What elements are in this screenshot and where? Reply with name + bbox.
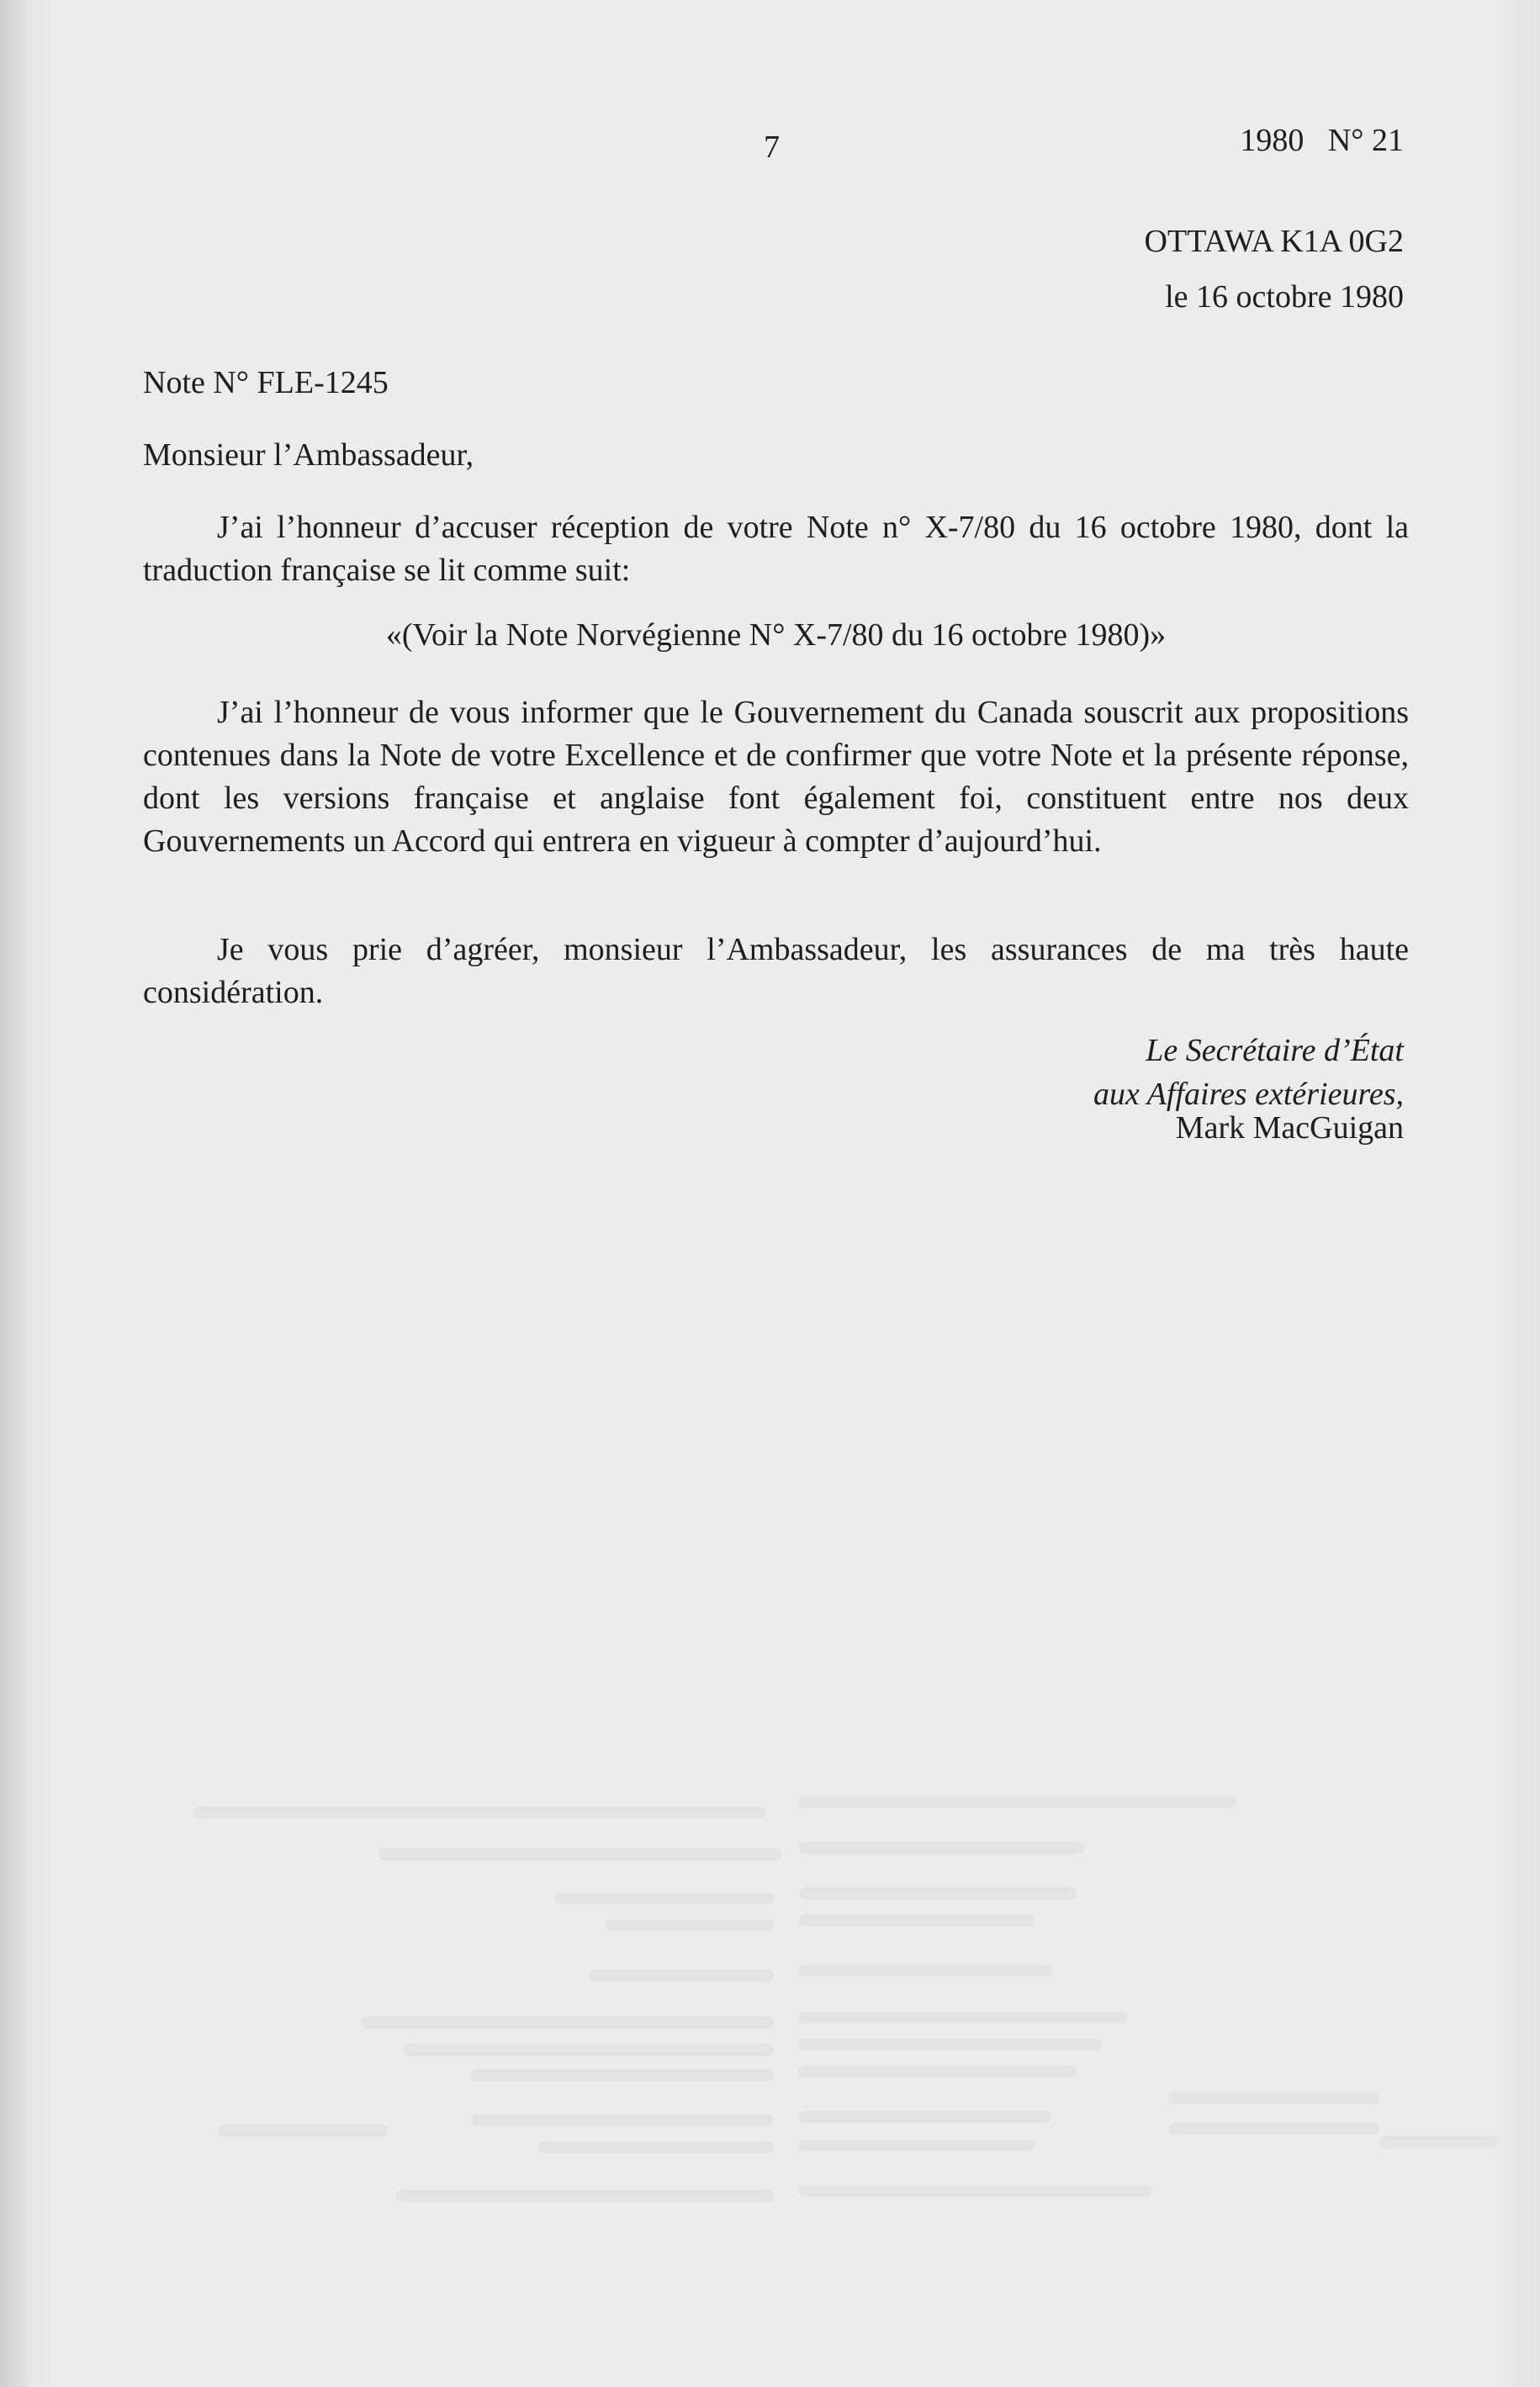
signature-title-line-1: Le Secrétaire d’État xyxy=(1146,1033,1404,1068)
page-binding-shadow xyxy=(0,0,29,2387)
quoted-note: «(Voir la Note Norvégienne N° X-7/80 du 16 octobre 1980)» xyxy=(385,617,1167,653)
signature-name: Mark MacGuigan xyxy=(1175,1110,1404,1146)
address-date: le 16 octobre 1980 xyxy=(1165,279,1404,315)
note-reference: Note N° FLE-1245 xyxy=(143,365,389,400)
address-city: OTTAWA K1A 0G2 xyxy=(1144,224,1404,259)
page-number: 7 xyxy=(764,130,780,165)
body-paragraph-1: J’ai l’honneur d’accuser réception de votre Note n° X-7/80 du 16 octobre 1980, dont la traduction française se lit comme suit: xyxy=(143,510,1409,588)
salutation: Monsieur l’Ambassadeur, xyxy=(143,437,474,473)
treaty-year-number: 1980 N° 21 xyxy=(1240,123,1404,158)
body-paragraph-3: Je vous prie d’agréer, monsieur l’Ambassadeur, les assurances de ma très haute considération. xyxy=(143,932,1409,1010)
signature-title-line-2: aux Affaires extérieures, xyxy=(1093,1077,1404,1112)
body-paragraph-2: J’ai l’honneur de vous informer que le Gouvernement du Canada souscrit aux propositions contenues dans la Note de votre Excellence et de confirmer que votre Note et la présente réponse, dont les versions française et anglaise font également foi, constituent entre nos deux Gouvernements un Accord qui entrera en vigueur à compter d’aujourd’hui. xyxy=(143,695,1409,859)
